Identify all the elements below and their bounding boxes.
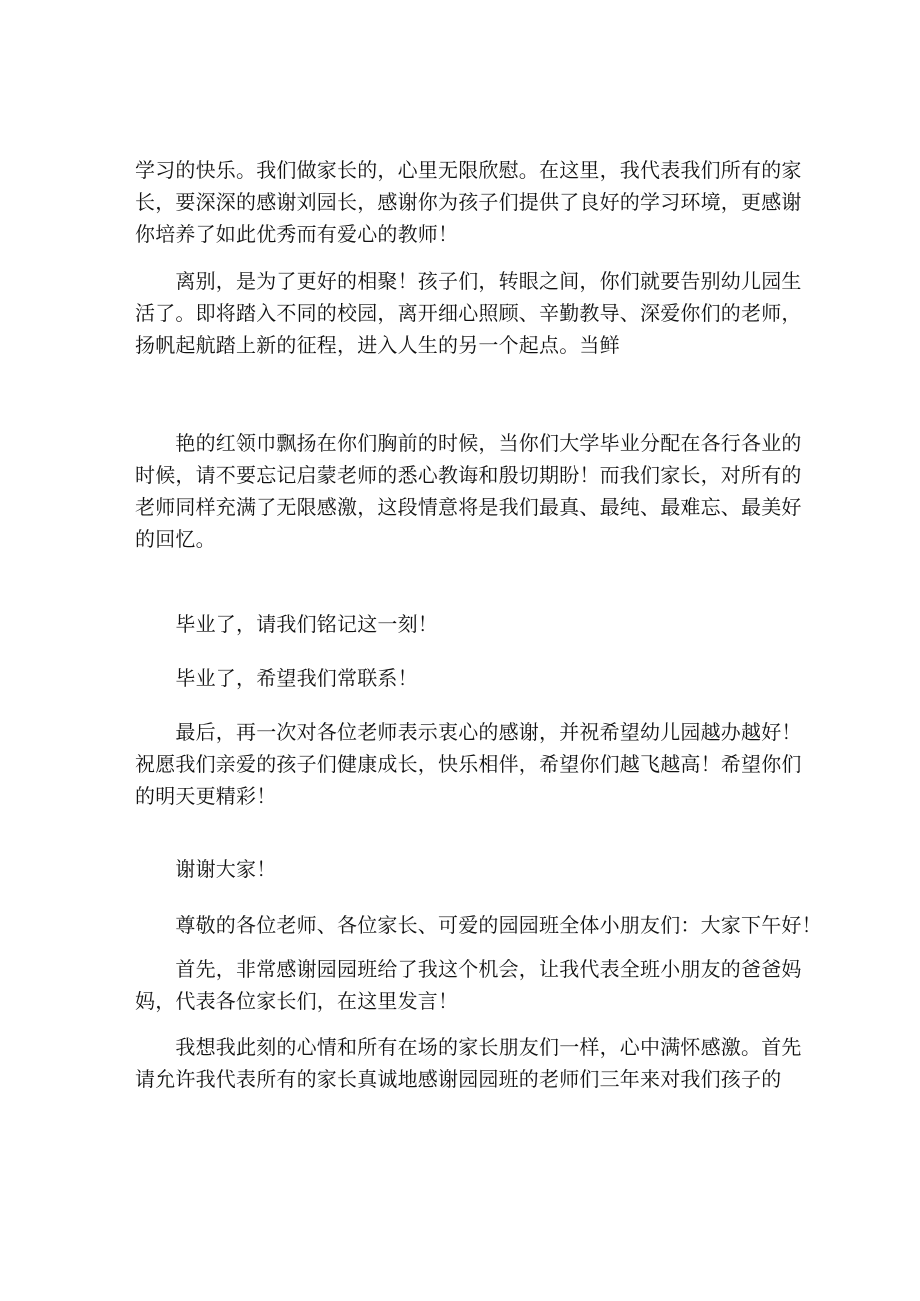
text-line: 的明天更精彩！: [135, 784, 277, 808]
text-line: 的回忆。: [135, 527, 216, 551]
text-line: 离别，是为了更好的相聚！孩子们，转眼之间，你们就要告别幼儿园生: [135, 269, 802, 293]
paragraph-feelings: [135, 1031, 805, 1095]
paragraph-farewell: [135, 265, 805, 361]
paragraph-thank-everyone: [135, 853, 805, 885]
paragraph-keep-in-touch: [135, 662, 805, 694]
text-line: 老师同样充满了无限感激，这段情意将是我们最真、最纯、最难忘、最美好: [135, 495, 802, 519]
text-line: 艳的红领巾飘扬在你们胸前的时候，当你们大学毕业分配在各行各业的: [135, 431, 802, 455]
text-line: 时候，请不要忘记启蒙老师的悉心教诲和殷切期盼！而我们家长，对所有的: [135, 463, 802, 487]
text-line: 首先，非常感谢园园班给了我这个机会，让我代表全班小朋友的爸爸妈: [135, 957, 802, 981]
text-line: 我想我此刻的心情和所有在场的家长朋友们一样，心中满怀感激。首先: [135, 1035, 802, 1059]
text-line: 祝愿我们亲爱的孩子们健康成长，快乐相伴，希望你们越飞越高！希望你们: [135, 752, 802, 776]
text-line: 毕业了，请我们铭记这一刻！: [135, 612, 438, 636]
paragraph-greeting: [135, 909, 822, 941]
paragraph-opportunity: [135, 953, 805, 1017]
text-line: 尊敬的各位老师、各位家长、可爱的园园班全体小朋友们：大家下午好！: [135, 913, 822, 937]
paragraph-parents-gratitude: [135, 154, 805, 250]
text-line: 最后，再一次对各位老师表示衷心的感谢，并祝希望幼儿园越办越好！: [135, 720, 802, 744]
text-line: 请允许我代表所有的家长真诚地感谢园园班的老师们三年来对我们孩子的: [135, 1067, 782, 1091]
text-line: 毕业了，希望我们常联系！: [135, 666, 418, 690]
text-line: 妈，代表各位家长们，在这里发言！: [135, 989, 459, 1013]
text-line: 谢谢大家！: [135, 857, 277, 881]
text-line: 长，要深深的感谢刘园长，感谢你为孩子们提供了良好的学习环境，更感谢: [135, 190, 802, 214]
text-line: 你培养了如此优秀而有爱心的教师！: [135, 222, 459, 246]
text-line: 扬帆起航踏上新的征程，进入人生的另一个起点。当鲜: [135, 333, 620, 357]
paragraph-red-scarf: [135, 427, 805, 555]
paragraph-remember-moment: [135, 608, 805, 640]
text-line: 活了。即将踏入不同的校园，离开细心照顾、辛勤教导、深爱你们的老师，: [135, 301, 802, 325]
paragraph-final-thanks: [135, 716, 805, 812]
text-line: 学习的快乐。我们做家长的，心里无限欣慰。在这里，我代表我们所有的家: [135, 158, 802, 182]
